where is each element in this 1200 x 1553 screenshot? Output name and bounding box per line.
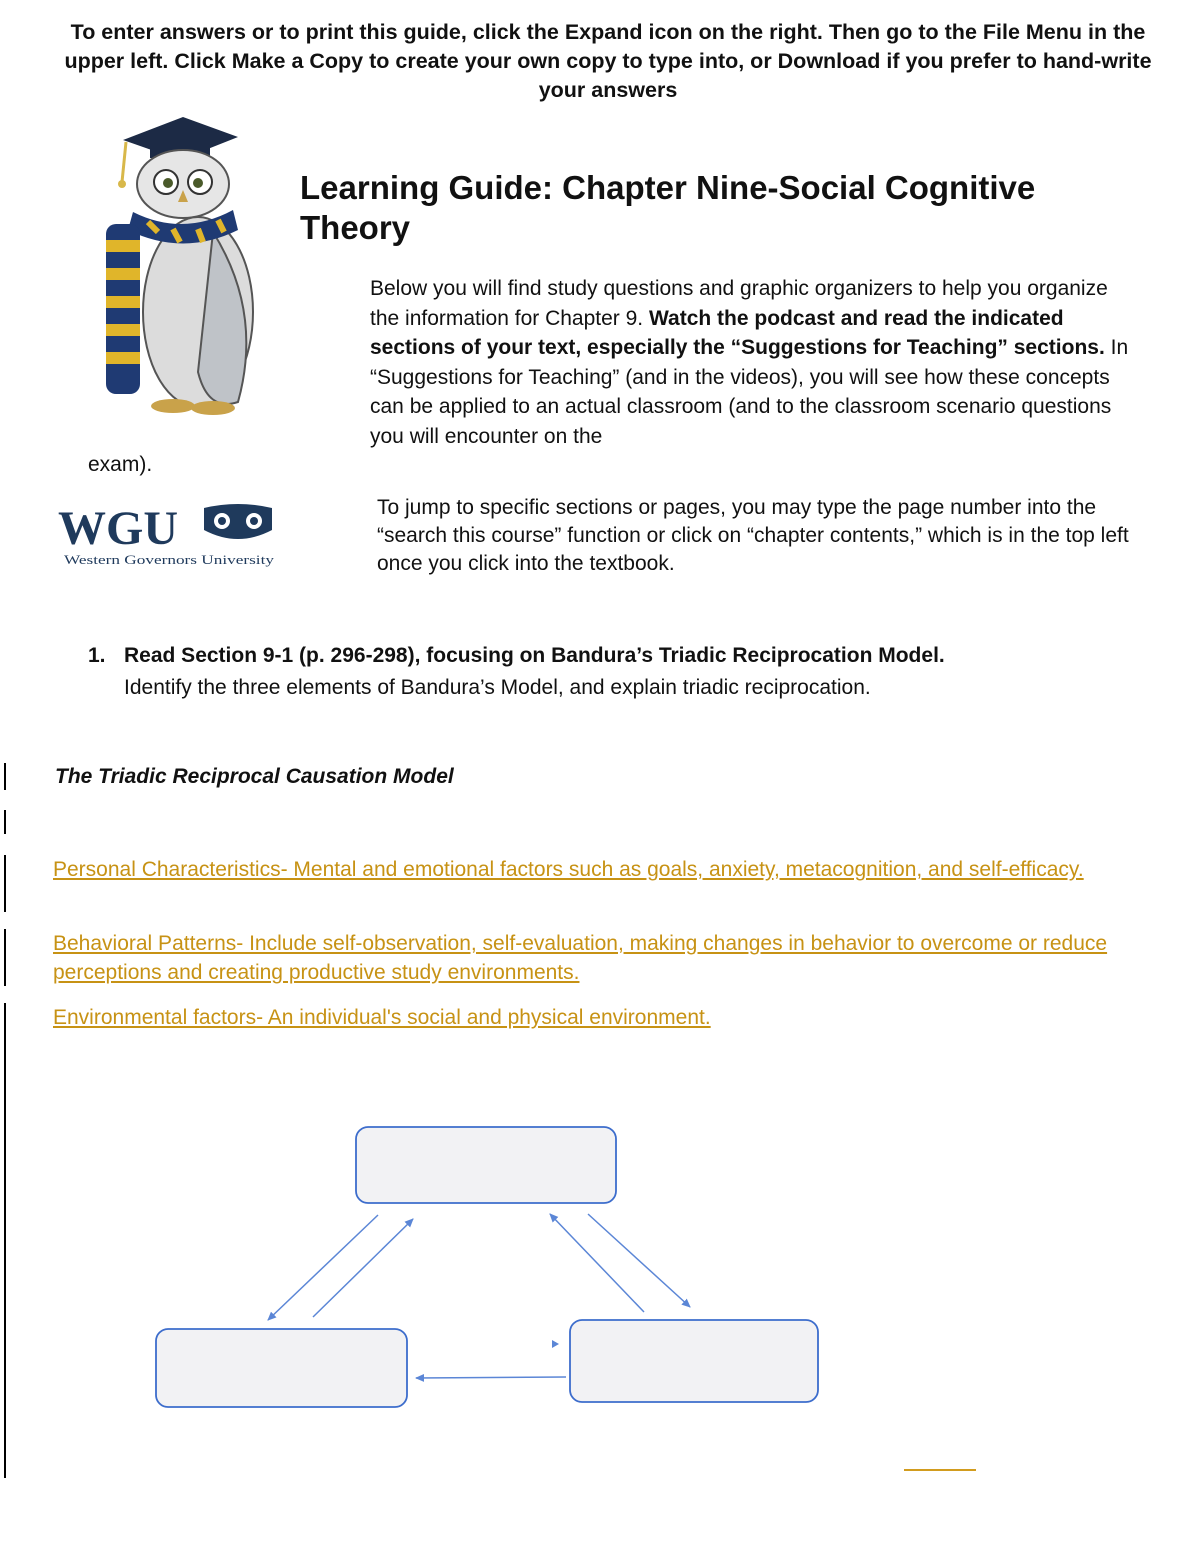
arrow-left-to-right-head [552, 1340, 559, 1348]
triadic-model-diagram [0, 1110, 1200, 1440]
question-prompt: Identify the three elements of Bandura’s Model, and explain triadic reciprocation. [124, 676, 871, 699]
wgu-subtitle: Western Governors University [64, 553, 276, 567]
wgu-wordmark: WGU [58, 502, 178, 555]
navigation-tip: To jump to specific sections or pages, you may type the page number into the “search this course” function or click on “chapter contents,” which is in the top left once you click into the textbook. [377, 496, 1129, 575]
margin-change-bar [4, 763, 6, 790]
intro-text-end: In “Suggestions for Teaching” (and in the videos), you will see how these concepts can be applied to an actual classroom (and to the classroom scenario questions you will encounter on the [370, 336, 1129, 448]
arrow-right-to-left [416, 1377, 566, 1378]
model-heading: The Triadic Reciprocal Causation Model [55, 765, 454, 788]
question-heading: Read Section 9-1 (p. 296-298), focusing on Bandura’s Triadic Reciprocation Model. [124, 644, 945, 667]
page-title: Learning Guide: Chapter Nine-Social Cognitive Theory [300, 169, 1036, 246]
answer-behavioral-patterns[interactable]: Behavioral Patterns- Include self-observation, self-evaluation, making changes in behavior to overcome or reduce perceptions and creating productive study environments. [53, 932, 1108, 984]
diagram-box-right[interactable] [570, 1320, 818, 1402]
margin-change-bar [4, 810, 6, 834]
arrow-left-to-top [313, 1219, 413, 1317]
wgu-logo [58, 500, 280, 570]
answer-environmental-factors[interactable]: Environmental factors- An individual's social and physical environment. [53, 1006, 711, 1029]
header-instructions: To enter answers or to print this guide, click the Expand icon on the right. Then go to the File Menu in the upper left. Click Make a Copy to create your own copy to type into, or Download if you prefer to hand-write your answers [64, 20, 1152, 102]
margin-change-bar [4, 929, 6, 986]
intro-emphasis: Watch the podcast and read the indicated sections of your text, especially the “Suggestions for Teaching” sections. [370, 306, 1105, 359]
question-number: 1. [88, 644, 106, 667]
intro-text-start: Below you will find study questions and graphic organizers to help you organize the information for Chapter 9. [370, 277, 1108, 330]
answer-personal-characteristics[interactable]: Personal Characteristics- Mental and emotional factors such as goals, anxiety, metacognition, and self-efficacy. [53, 858, 1084, 881]
arrow-right-to-top [550, 1214, 644, 1312]
wgu-owl-logo-icon [58, 500, 280, 570]
arrow-top-to-right [588, 1214, 690, 1307]
arrow-top-to-left [268, 1215, 378, 1320]
intro-paragraph-tail: exam). [88, 453, 153, 476]
margin-change-bar [4, 855, 6, 912]
diagram-box-top[interactable] [356, 1127, 616, 1203]
diagram-box-left[interactable] [156, 1329, 407, 1407]
owl-mascot-image [88, 112, 278, 430]
intro-paragraph [370, 274, 1140, 451]
answer-blank-line[interactable] [904, 1469, 976, 1471]
